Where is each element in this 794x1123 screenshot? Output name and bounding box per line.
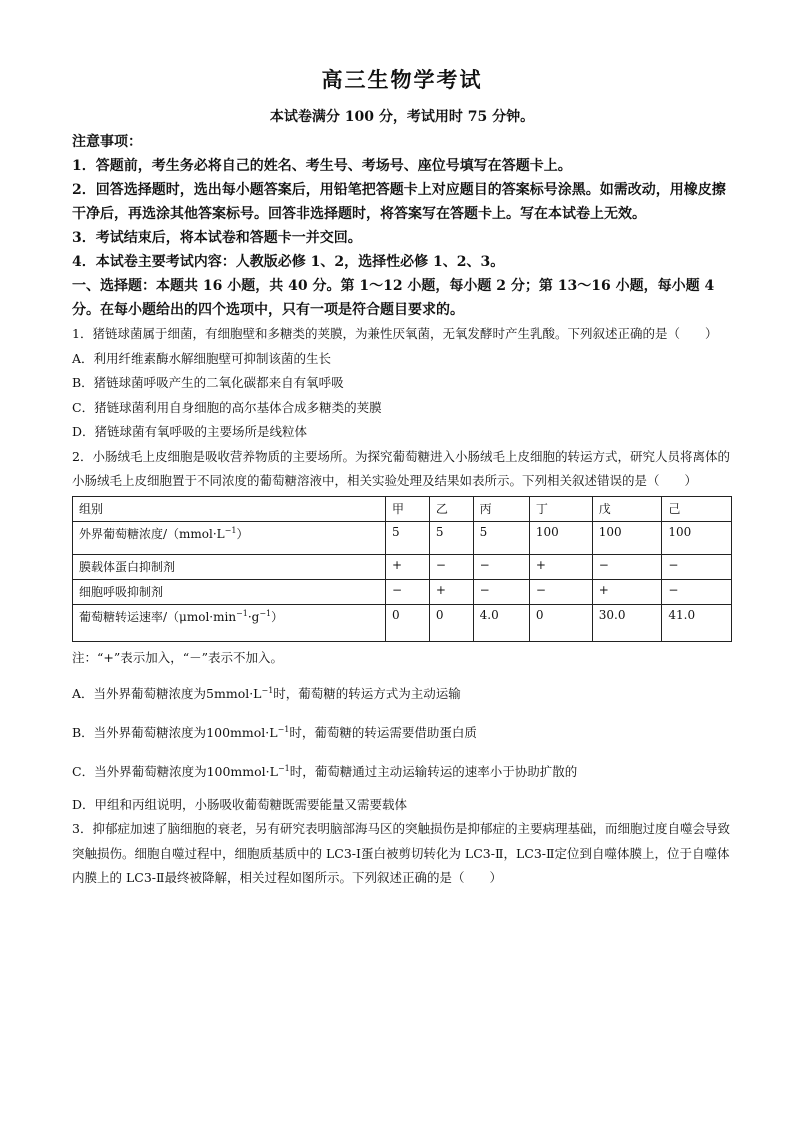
table-header-row [73, 496, 732, 521]
exam-page [72, 60, 732, 891]
table-cell: − [529, 579, 592, 604]
question-2-option-d: D．甲组和丙组说明，小肠吸收葡萄糖既需要能量又需要载体 [72, 796, 408, 812]
page-title: 高三生物学考试 [321, 67, 483, 92]
table-cell: + [529, 554, 592, 579]
table-cell: 100 [662, 521, 732, 554]
table-row [73, 554, 732, 579]
table-cell: 5 [473, 521, 529, 554]
notice-item: 2．回答选择题时，选出每小题答案后，用铅笔把答题卡上对应题目的答案标号涂黑。如需改动，用橡皮擦干净后，再选涂其他答案标号。回答非选择题时，将答案写在答题卡上。写在本试卷上无效。 [72, 182, 726, 222]
table-row [73, 521, 732, 554]
table-row [73, 579, 732, 604]
table-cell: + [386, 554, 430, 579]
table-cell: 5 [429, 521, 473, 554]
question-1-option-c: C．猪链球菌利用自身细胞的高尔基体合成多糖类的荚膜 [72, 399, 382, 415]
table-cell: 4.0 [473, 604, 529, 641]
question-1-stem: 1．猪链球菌属于细菌，有细胞壁和多糖类的荚膜，为兼性厌氧菌，无氧发酵时产生乳酸。下列叙述正确的是（ ） [72, 326, 718, 341]
experiment-table [72, 496, 732, 642]
table-cell: − [592, 554, 662, 579]
notice-item: 3．考试结束后，将本试卷和答题卡一并交回。 [72, 230, 362, 246]
question-2-option-a: A．当外界葡萄糖浓度为$5mmol\cdot L^{-1}$时，葡萄糖的转运方式为主动运输 [72, 685, 461, 701]
notice-item: 4．本试卷主要考试内容：人教版必修 1、2，选择性必修 1、2、3。 [72, 254, 505, 270]
table-row [73, 604, 732, 641]
section-heading: 一、选择题：本题共 16 小题，共 40 分。第 1～12 小题，每小题 2 分；第 13～16 小题，每小题 4 分。在每小题给出的四个选项中，只有一项是符合题目要求的。 [72, 278, 715, 318]
row-label: 细胞呼吸抑制剂 [73, 579, 386, 604]
table-cell: 0 [386, 604, 430, 641]
row-label: 葡萄糖转运速率$/(\mu mol\cdot\min^{-1}\cdot g^{-1})$ [73, 604, 386, 641]
question-1-option-b: B．猪链球菌呼吸产生的二氧化碳都来自有氧呼吸 [72, 375, 344, 390]
table-cell: 0 [529, 604, 592, 641]
notice-item: 1．答题前，考生务必将自己的姓名、考生号、考场号、座位号填写在答题卡上。 [72, 158, 572, 174]
question-1-option-a: A．利用纤维素酶水解细胞壁可抑制该菌的生长 [72, 350, 332, 366]
table-header-cell: 乙 [429, 496, 473, 521]
table-cell: 5 [386, 521, 430, 554]
table-cell: − [473, 579, 529, 604]
exam-subtitle: 本试卷满分 100 分，考试用时 75 分钟。 [269, 109, 535, 125]
question-2-stem: 2．小肠绒毛上皮细胞是吸收营养物质的主要场所。为探究葡萄糖进入小肠绒毛上皮细胞的转运方式，研究人员将离体的小肠绒毛上皮细胞置于不同浓度的葡萄糖溶液中，相关实验处理及结果如表所示。下列相关叙述错误的是（ ） [72, 448, 730, 488]
table-cell: + [592, 579, 662, 604]
question-1-option-d: D．猪链球菌有氧呼吸的主要场所是线粒体 [72, 424, 308, 439]
table-header-cell: 丁 [529, 496, 592, 521]
table-header-cell: 甲 [386, 496, 430, 521]
question-3-stem: 3．抑郁症加速了脑细胞的衰老，另有研究表明脑部海马区的突触损伤是抑郁症的主要病理基础，而细胞过度自噬会导致突触损伤。细胞自噬过程中，细胞质基质中的 LC3-Ⅰ蛋白被剪切转化为 LC3-Ⅱ，LC3-Ⅱ定位到自噬体膜上，位于自噬体内膜上的 LC3-Ⅱ最终被降解，相关过程如图所示。下列叙述正确的是（ ） [72, 821, 730, 886]
table-cell: 100 [592, 521, 662, 554]
table-cell: 100 [529, 521, 592, 554]
table-header-cell: 组别 [73, 496, 386, 521]
notice-heading: 注意事项： [72, 134, 142, 150]
table-cell: 0 [429, 604, 473, 641]
table-note: 注：“+”表示加入，“－”表示不加入。 [72, 649, 284, 665]
table-header-cell: 戊 [592, 496, 662, 521]
table-cell: 30.0 [592, 604, 662, 641]
question-2-option-b: B．当外界葡萄糖浓度为$100mmol\cdot L^{-1}$时，葡萄糖的转运需要借助蛋白质 [72, 724, 477, 740]
table-cell: 41.0 [662, 604, 732, 641]
table-header-cell: 己 [662, 496, 732, 521]
table-cell: − [386, 579, 430, 604]
row-label: 膜载体蛋白抑制剂 [73, 554, 386, 579]
table-cell: + [429, 579, 473, 604]
table-cell: − [662, 554, 732, 579]
question-2-option-c: C．当外界葡萄糖浓度为$100mmol\cdot L^{-1}$时，葡萄糖通过主动运输转运的速率小于协助扩散的 [72, 763, 578, 779]
table-cell: − [473, 554, 529, 579]
table-cell: − [662, 579, 732, 604]
table-cell: − [429, 554, 473, 579]
row-label: 外界葡萄糖浓度$/(mmol\cdot L^{-1})$ [73, 521, 386, 554]
table-header-cell: 丙 [473, 496, 529, 521]
